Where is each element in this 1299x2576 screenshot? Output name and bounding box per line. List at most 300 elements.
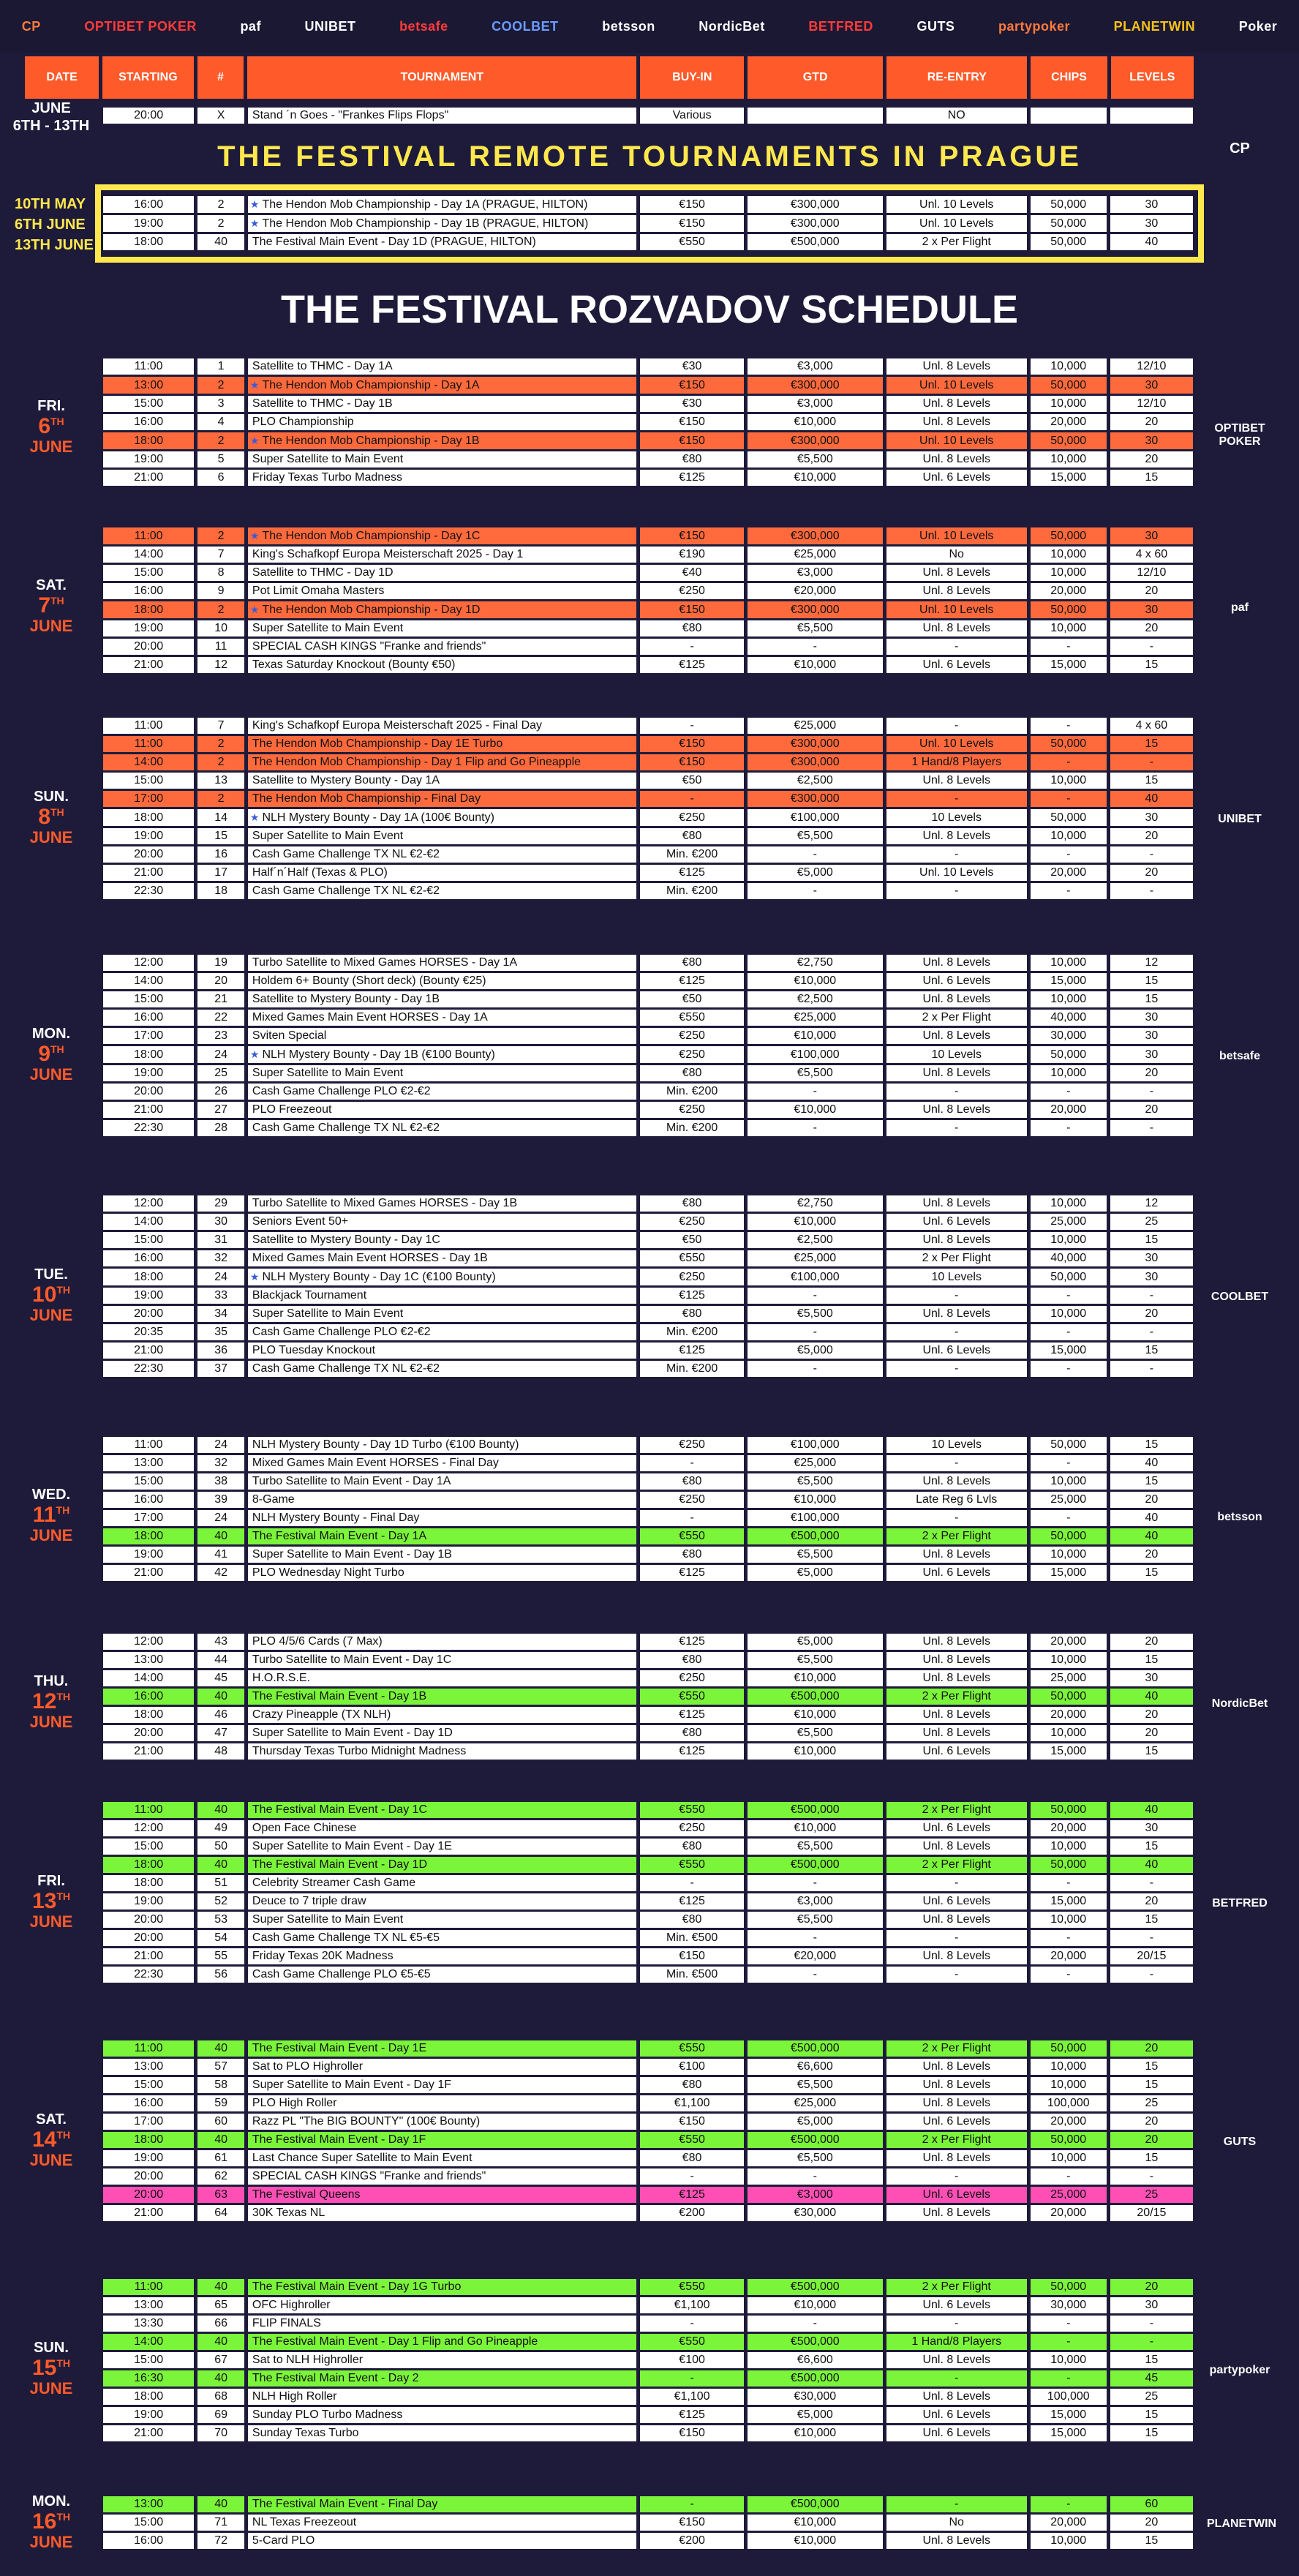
levels: 30 (1110, 196, 1193, 213)
event-number: 40 (197, 1857, 244, 1873)
table-row (103, 991, 1193, 1007)
event-number: 4 (197, 414, 244, 430)
levels: - (1110, 2168, 1193, 2185)
gtd: €500,000 (748, 234, 883, 250)
start-time: 15:00 (103, 2515, 194, 2531)
re-entry: Unl. 8 Levels (886, 828, 1027, 844)
start-time: 19:00 (103, 215, 194, 232)
buy-in: - (640, 2370, 743, 2387)
levels: 25 (1110, 1214, 1193, 1230)
start-time: 11:00 (103, 718, 194, 734)
event-number: 40 (197, 1528, 244, 1544)
table-row (103, 1893, 1193, 1910)
chips: 50,000 (1031, 1802, 1107, 1818)
start-time: 15:00 (103, 2077, 194, 2093)
table-row (103, 1820, 1193, 1836)
levels: - (1110, 1288, 1193, 1304)
gtd: €300,000 (748, 736, 883, 752)
levels: - (1110, 639, 1193, 655)
tournament-name: Cash Game Challenge PLO €5-€5 (248, 1967, 636, 1983)
tournament-name: The Festival Queens (248, 2187, 636, 2203)
event-number: 58 (197, 2077, 244, 2093)
event-number: 52 (197, 1893, 244, 1910)
re-entry: 1 Hand/8 Players (886, 754, 1027, 770)
day-label (0, 2111, 102, 2169)
start-time: 21:00 (103, 2205, 194, 2221)
start-time: 19:00 (103, 2407, 194, 2423)
event-number: 24 (197, 1046, 244, 1063)
levels: 20 (1110, 828, 1193, 844)
levels: 12/10 (1110, 565, 1193, 581)
table-row (103, 527, 1193, 544)
event-number: 17 (197, 865, 244, 881)
table-row (103, 1214, 1193, 1230)
chips: 10,000 (1031, 2077, 1107, 2093)
chips: - (1031, 1324, 1107, 1340)
re-entry: Unl. 8 Levels (886, 1195, 1027, 1212)
re-entry: 2 x Per Flight (886, 234, 1027, 250)
re-entry: 1 Hand/8 Players (886, 2334, 1027, 2350)
table-row (103, 865, 1193, 881)
gtd: €300,000 (748, 432, 883, 449)
tournament-name: SPECIAL CASH KINGS "Franke and friends" (248, 639, 636, 655)
day-month: JUNE (29, 1065, 73, 1084)
gtd: €500,000 (748, 2334, 883, 2350)
start-time: 15:00 (103, 1232, 194, 1248)
chips: 10,000 (1031, 358, 1107, 375)
start-time: 21:00 (103, 470, 194, 486)
table-row (103, 2334, 1193, 2350)
gtd: €5,500 (748, 1473, 883, 1490)
chips: 10,000 (1031, 620, 1107, 637)
re-entry: Unl. 8 Levels (886, 2059, 1027, 2075)
gtd: €500,000 (748, 2040, 883, 2057)
table-row (103, 2132, 1193, 2148)
re-entry: Unl. 10 Levels (886, 196, 1027, 213)
event-number: 34 (197, 1306, 244, 1322)
table-row (103, 215, 1193, 232)
chips: 10,000 (1031, 1065, 1107, 1081)
tournament-name: Holdem 6+ Bounty (Short deck) (Bounty €25) (248, 973, 636, 989)
re-entry: Unl. 8 Levels (886, 583, 1027, 599)
levels: 20 (1110, 2515, 1193, 2531)
table-row (103, 2279, 1193, 2295)
gtd: €500,000 (748, 2496, 883, 2512)
day-number: 11TH (32, 1503, 70, 1527)
re-entry: 10 Levels (886, 1046, 1027, 1063)
column-header-row (21, 56, 1197, 99)
start-time: 20:00 (103, 1306, 194, 1322)
day-number: 12TH (31, 1689, 71, 1713)
star-icon: ★ (249, 604, 260, 615)
levels: 15 (1110, 1839, 1193, 1855)
start-time: 17:00 (103, 1028, 194, 1044)
gtd: €100,000 (748, 1510, 883, 1526)
table-row (103, 1802, 1193, 1818)
column-header: RE-ENTRY (886, 56, 1027, 99)
table-row (103, 1437, 1193, 1453)
event-number: 29 (197, 1195, 244, 1212)
table-row (103, 809, 1193, 826)
chips: 50,000 (1031, 2040, 1107, 2057)
chips: - (1031, 1967, 1107, 1983)
tournament-name: The Festival Main Event - Day 1B (248, 1689, 636, 1705)
tournament-name: Crazy Pineapple (TX NLH) (248, 1707, 636, 1723)
tournament-name: ★ The Hendon Mob Championship - Day 1B (PRAGUE, HILTON) (248, 215, 636, 232)
tournament-name: PLO Freezeout (248, 1102, 636, 1118)
event-number: 27 (197, 1102, 244, 1118)
table-row (103, 1361, 1193, 1377)
event-number: 72 (197, 2533, 244, 2549)
day-number: 15TH (31, 2355, 71, 2380)
event-number: 9 (197, 583, 244, 599)
chips: 50,000 (1031, 1857, 1107, 1873)
re-entry: No (886, 547, 1027, 563)
event-number: 40 (197, 1802, 244, 1818)
table-row (103, 377, 1193, 394)
table-row (103, 2316, 1193, 2332)
re-entry: Unl. 8 Levels (886, 1028, 1027, 1044)
levels: 15 (1110, 1652, 1193, 1668)
buy-in: €80 (640, 451, 743, 467)
event-number: 49 (197, 1820, 244, 1836)
tournament-name: Last Chance Super Satellite to Main Event (248, 2150, 636, 2166)
tournament-name: The Festival Main Event - Day 1D (248, 1857, 636, 1873)
buy-in: €150 (640, 215, 743, 232)
day-label (0, 1026, 102, 1084)
start-time: 18:00 (103, 1046, 194, 1063)
levels: - (1110, 1967, 1193, 1983)
day-month: JUNE (29, 828, 73, 846)
buy-in: €80 (640, 2150, 743, 2166)
gtd: €300,000 (748, 196, 883, 213)
gtd: €300,000 (748, 601, 883, 618)
table-row (103, 1510, 1193, 1526)
event-number: 61 (197, 2150, 244, 2166)
day-of-week: SUN. (34, 2339, 69, 2356)
chips: - (1031, 883, 1107, 899)
gtd: €5,500 (748, 1065, 883, 1081)
start-time: 15:00 (103, 991, 194, 1007)
gtd: - (748, 1361, 883, 1377)
re-entry: Unl. 10 Levels (886, 432, 1027, 449)
table-row (103, 2352, 1193, 2368)
tournament-name: FLIP FINALS (248, 2316, 636, 2332)
re-entry: - (886, 846, 1027, 863)
gtd: €10,000 (748, 2297, 883, 2313)
intro-cell (1110, 108, 1193, 124)
day-of-week: SUN. (34, 789, 69, 805)
gtd: €100,000 (748, 1437, 883, 1453)
start-time: 13:00 (103, 2496, 194, 2512)
day-month: JUNE (29, 1526, 73, 1544)
buy-in: €150 (640, 432, 743, 449)
buy-in: - (640, 791, 743, 807)
day-month: JUNE (29, 617, 73, 635)
tournament-name: PLO Wednesday Night Turbo (248, 1565, 636, 1581)
buy-in: €200 (640, 2205, 743, 2221)
buy-in: €30 (640, 396, 743, 412)
chips: 50,000 (1031, 1046, 1107, 1063)
re-entry: - (886, 1361, 1027, 1377)
buy-in: €550 (640, 1010, 743, 1026)
start-time: 19:00 (103, 451, 194, 467)
re-entry: Unl. 6 Levels (886, 1565, 1027, 1581)
start-time: 18:00 (103, 1857, 194, 1873)
event-number: 65 (197, 2297, 244, 2313)
buy-in: €250 (640, 1670, 743, 1686)
tournament-name: Sunday PLO Turbo Madness (248, 2407, 636, 2423)
tournament-name: Super Satellite to Main Event (248, 1912, 636, 1928)
buy-in: €190 (640, 547, 743, 563)
start-time: 22:30 (103, 1967, 194, 1983)
table-row (103, 1288, 1193, 1304)
chips: 20,000 (1031, 1820, 1107, 1836)
start-time: 21:00 (103, 1948, 194, 1964)
levels: 15 (1110, 1473, 1193, 1490)
star-icon: ★ (249, 811, 260, 823)
table-row (103, 2515, 1193, 2531)
start-time: 15:00 (103, 773, 194, 789)
event-number: 12 (197, 657, 244, 673)
start-time: 20:00 (103, 846, 194, 863)
tournament-name: Cash Game Challenge PLO €2-€2 (248, 1324, 636, 1340)
buy-in: €250 (640, 1269, 743, 1285)
event-number: 16 (197, 846, 244, 863)
buy-in: Min. €200 (640, 1084, 743, 1100)
start-time: 11:00 (103, 358, 194, 375)
table-row (103, 1065, 1193, 1081)
table-row (103, 547, 1193, 563)
day-number: 6TH (38, 413, 64, 438)
event-number: 33 (197, 1288, 244, 1304)
re-entry: Unl. 6 Levels (886, 973, 1027, 989)
table-row (103, 1565, 1193, 1581)
levels: 20 (1110, 2114, 1193, 2130)
re-entry: - (886, 791, 1027, 807)
tournament-name: ★ The Hendon Mob Championship - Day 1C (248, 527, 636, 544)
buy-in: Min. €500 (640, 1930, 743, 1946)
gtd: €10,000 (748, 1743, 883, 1760)
buy-in: €80 (640, 1065, 743, 1081)
start-time: 16:00 (103, 196, 194, 213)
buy-in: €150 (640, 414, 743, 430)
column-header: BUY-IN (640, 56, 744, 99)
event-number: 7 (197, 547, 244, 563)
tournament-name: The Festival Main Event - Day 1 Flip and Go Pineapple (248, 2334, 636, 2350)
re-entry: Unl. 6 Levels (886, 2187, 1027, 2203)
gtd: €100,000 (748, 809, 883, 826)
buy-in: €150 (640, 1948, 743, 1964)
gtd: €5,000 (748, 1343, 883, 1359)
chips: - (1031, 718, 1107, 734)
side-sponsor-logo: PLANETWIN (1207, 2517, 1277, 2530)
levels: 20 (1110, 1634, 1193, 1650)
gtd: €6,600 (748, 2352, 883, 2368)
buy-in: €550 (640, 2334, 743, 2350)
schedule-table (99, 1800, 1197, 1985)
start-time: 18:00 (103, 809, 194, 826)
buy-in: €125 (640, 2407, 743, 2423)
event-number: 42 (197, 1565, 244, 1581)
tournament-name: Celebrity Streamer Cash Game (248, 1875, 636, 1891)
levels: - (1110, 1930, 1193, 1946)
schedule-table (99, 1631, 1197, 1762)
table-row (103, 1084, 1193, 1100)
re-entry: - (886, 2496, 1027, 2512)
buy-in: €150 (640, 736, 743, 752)
start-time: 15:00 (103, 2352, 194, 2368)
buy-in: €100 (640, 2059, 743, 2075)
gtd: €5,500 (748, 1306, 883, 1322)
event-number: 7 (197, 718, 244, 734)
intro-cell (748, 108, 883, 124)
tournament-name: ★ NLH Mystery Bounty - Day 1B (€100 Bounty) (248, 1046, 636, 1063)
start-time: 21:00 (103, 1743, 194, 1760)
start-time: 14:00 (103, 1214, 194, 1230)
levels: 15 (1110, 1437, 1193, 1453)
start-time: 18:00 (103, 2132, 194, 2148)
event-number: 22 (197, 1010, 244, 1026)
start-time: 14:00 (103, 2334, 194, 2350)
chips: 25,000 (1031, 1492, 1107, 1508)
levels: 12 (1110, 955, 1193, 971)
day-of-week: FRI. (37, 1873, 65, 1889)
gtd: €10,000 (748, 2425, 883, 2441)
re-entry: Unl. 6 Levels (886, 1743, 1027, 1760)
tournament-name: The Hendon Mob Championship - Day 1 Flip and Go Pineapple (248, 754, 636, 770)
event-number: 40 (197, 1689, 244, 1705)
start-time: 20:00 (103, 1084, 194, 1100)
gtd: €25,000 (748, 1010, 883, 1026)
tournament-name: Super Satellite to Main Event - Day 1D (248, 1725, 636, 1741)
schedule-table (99, 2038, 1197, 2223)
event-number: 71 (197, 2515, 244, 2531)
event-number: 31 (197, 1232, 244, 1248)
re-entry: Unl. 10 Levels (886, 601, 1027, 618)
table-row (103, 1120, 1193, 1136)
event-number: 32 (197, 1250, 244, 1266)
buy-in: Min. €200 (640, 846, 743, 863)
gtd: €300,000 (748, 791, 883, 807)
chips: 20,000 (1031, 1634, 1107, 1650)
table-row (103, 1670, 1193, 1686)
buy-in: €125 (640, 1288, 743, 1304)
column-header: DATE (25, 56, 99, 99)
tournament-name: ★ NLH Mystery Bounty - Day 1A (100€ Bounty) (248, 809, 636, 826)
star-icon: ★ (249, 217, 260, 229)
buy-in: €550 (640, 1250, 743, 1266)
sponsor-logo: Poker (1238, 18, 1278, 34)
side-sponsor-logo: GUTS (1223, 2136, 1257, 2148)
buy-in: €80 (640, 1652, 743, 1668)
tournament-name: Friday Texas 20K Madness (248, 1948, 636, 1964)
levels: 15 (1110, 2352, 1193, 2368)
side-sponsor-logo: NordicBet (1211, 1697, 1268, 1710)
gtd: €500,000 (748, 1802, 883, 1818)
table-row (103, 955, 1193, 971)
buy-in: €80 (640, 1725, 743, 1741)
chips: 50,000 (1031, 1689, 1107, 1705)
chips: 50,000 (1031, 809, 1107, 826)
sponsor-logo: UNIBET (304, 18, 356, 34)
tournament-name: Mixed Games Main Event HORSES - Day 1B (248, 1250, 636, 1266)
chips: 20,000 (1031, 583, 1107, 599)
chips: - (1031, 2370, 1107, 2387)
event-number: 23 (197, 1028, 244, 1044)
column-header: # (197, 56, 244, 99)
tournament-name: Satellite to Mystery Bounty - Day 1B (248, 991, 636, 1007)
start-time: 18:00 (103, 2389, 194, 2405)
tournament-name: Turbo Satellite to Mixed Games HORSES - Day 1B (248, 1195, 636, 1212)
tournament-name: Sunday Texas Turbo (248, 2425, 636, 2441)
gtd: - (748, 846, 883, 863)
gtd: €500,000 (748, 1528, 883, 1544)
tournament-name: Satellite to Mystery Bounty - Day 1A (248, 773, 636, 789)
event-number: 2 (197, 196, 244, 213)
levels: 40 (1110, 1455, 1193, 1471)
tournament-name: NLH Mystery Bounty - Day 1D Turbo (€100 Bounty) (248, 1437, 636, 1453)
table-row (103, 1492, 1193, 1508)
buy-in: €30 (640, 358, 743, 375)
chips: - (1031, 1120, 1107, 1136)
schedule-table (99, 716, 1197, 901)
side-sponsor-logo: betsafe (1219, 1050, 1261, 1062)
tournament-name: The Hendon Mob Championship - Final Day (248, 791, 636, 807)
sponsor-logo: betsson (602, 18, 655, 34)
tournament-name: The Festival Main Event - Day 2 (248, 2370, 636, 2387)
tournament-name: Deuce to 7 triple draw (248, 1893, 636, 1910)
levels: 40 (1110, 1689, 1193, 1705)
event-number: 40 (197, 234, 244, 250)
gtd: €3,000 (748, 1893, 883, 1910)
buy-in: €125 (640, 2187, 743, 2203)
re-entry: Unl. 6 Levels (886, 657, 1027, 673)
buy-in: €80 (640, 1473, 743, 1490)
day-of-week: SAT. (36, 577, 67, 593)
sponsor-logo: betsafe (399, 18, 448, 34)
levels: 15 (1110, 1565, 1193, 1581)
start-time: 20:00 (103, 2168, 194, 2185)
table-row (103, 828, 1193, 844)
buy-in: €125 (640, 973, 743, 989)
gtd: €10,000 (748, 1820, 883, 1836)
start-time: 20:00 (103, 639, 194, 655)
re-entry: - (886, 2168, 1027, 2185)
tournament-name: PLO 4/5/6 Cards (7 Max) (248, 1634, 636, 1650)
event-number: 13 (197, 773, 244, 789)
gtd: €25,000 (748, 1455, 883, 1471)
table-row (103, 2496, 1193, 2512)
schedule-table (99, 1435, 1197, 1583)
start-time: 19:00 (103, 2150, 194, 2166)
chips: 100,000 (1031, 2389, 1107, 2405)
tournament-name: Super Satellite to Main Event - Day 1E (248, 1839, 636, 1855)
levels: 30 (1110, 1820, 1193, 1836)
sponsor-logo: OPTIBET POKER (84, 18, 197, 34)
table-row (103, 1930, 1193, 1946)
chips: 10,000 (1031, 1547, 1107, 1563)
levels: 30 (1110, 432, 1193, 449)
table-row (103, 1028, 1193, 1044)
day-of-week: FRI. (37, 397, 65, 414)
chips: 20,000 (1031, 414, 1107, 430)
table-row (103, 2370, 1193, 2387)
table-row (103, 2059, 1193, 2075)
levels: 15 (1110, 2150, 1193, 2166)
levels: 15 (1110, 657, 1193, 673)
re-entry: Unl. 6 Levels (886, 1214, 1027, 1230)
